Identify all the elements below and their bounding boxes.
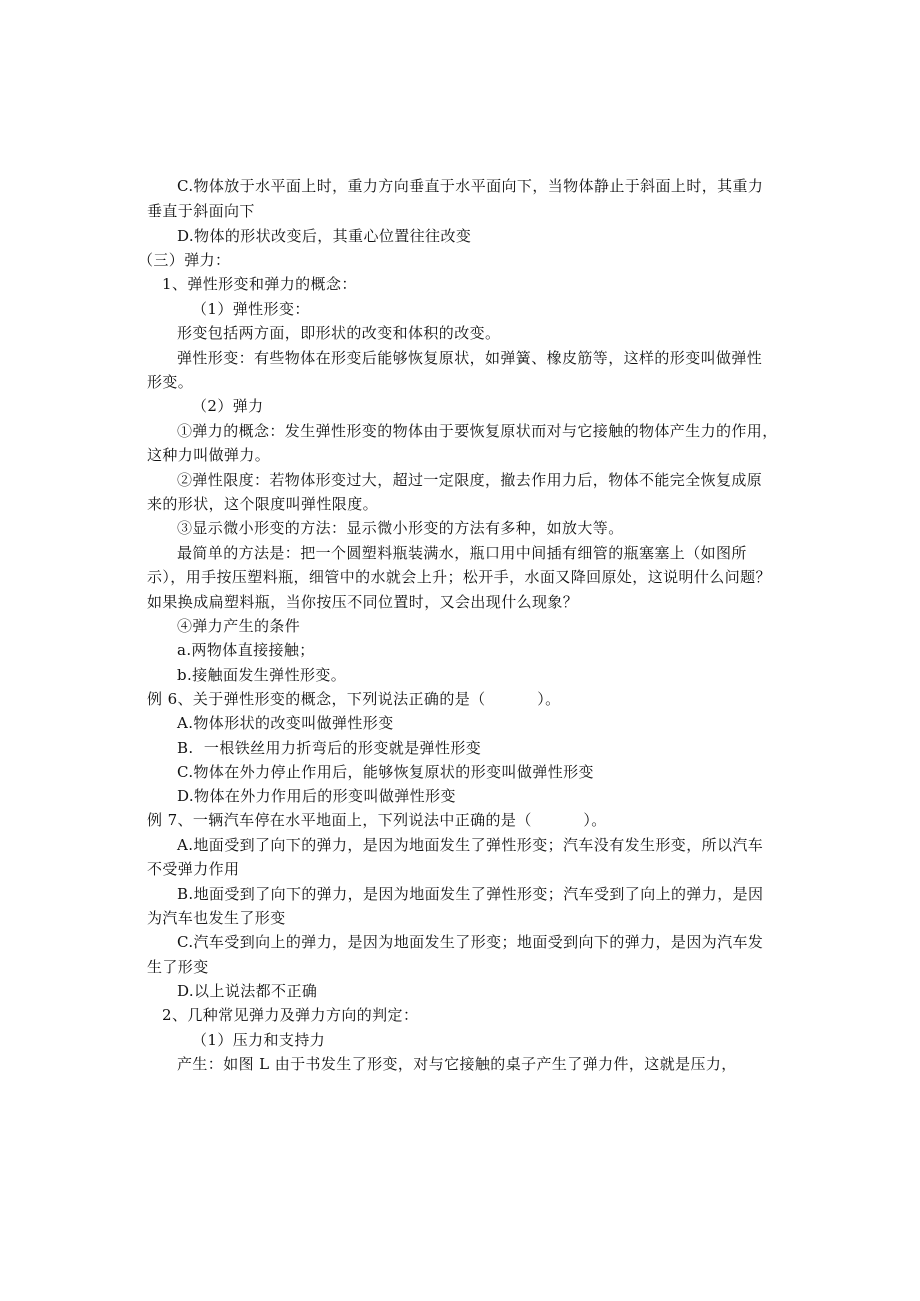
example-7-question: 例 7、一辆汽车停在水平地面上，下列说法中正确的是（ ）。 (147, 811, 607, 829)
option-d: D.物体的形状改变后，其重心位置往往改变 (177, 227, 472, 245)
example-6-option-b: B. 一根铁丝用力折弯后的形变就是弹性形变 (177, 739, 482, 757)
concept-1-line-2: 这种力叫做弹力。 (147, 446, 271, 464)
paragraph-elastic-line-2: 形变。 (147, 373, 194, 391)
subheading-elastic-deformation: （1）弹性形变： (192, 300, 310, 318)
condition-a: a.两物体直接接触； (177, 641, 315, 659)
example-7-option-b-line-1: B.地面受到了向下的弹力，是因为地面发生了弹性形变；汽车受到了向上的弹力，是因 (177, 885, 764, 903)
item-1-heading: 1、弹性形变和弹力的概念： (162, 275, 357, 293)
subheading-pressure-support: （1）压力和支持力 (192, 1031, 326, 1049)
concept-2-line-1: ②弹性限度：若物体形变过大，超过一定限度，撤去作用力后，物体不能完全恢复成原 (177, 471, 763, 489)
concept-2-line-2: 来的形状，这个限度叫弹性限度。 (147, 495, 379, 513)
paragraph-produce: 产生：如图 L 由于书发生了形变，对与它接触的桌子产生了弹力件，这就是压力， (177, 1055, 737, 1073)
paragraph-elastic-line-1: 弹性形变：有些物体在形变后能够恢复原状，如弹簧、橡皮筋等，这样的形变叫做弹性 (177, 349, 763, 367)
paragraph-deformation: 形变包括两方面，即形状的改变和体积的改变。 (177, 324, 501, 342)
item-2-heading: 2、几种常见弹力及弹力方向的判定： (162, 1006, 419, 1024)
example-7-option-a-line-1: A.地面受到了向下的弹力，是因为地面发生了弹性形变；汽车没有发生形变，所以汽车 (177, 836, 764, 854)
option-c-line-2: 垂直于斜面向下 (147, 202, 255, 220)
simple-method-line-2: 示），用手按压塑料瓶，细管中的水就会上升；松开手，水面又降回原处，这说明什么问题？ (147, 568, 771, 586)
example-6-option-a: A.物体形状的改变叫做弹性形变 (177, 714, 394, 732)
simple-method-line-3: 如果换成扁塑料瓶，当你按压不同位置时，又会出现什么现象？ (147, 593, 579, 611)
simple-method-line-1: 最简单的方法是：把一个圆塑料瓶装满水，瓶口用中间插有细管的瓶塞塞上（如图所 (177, 544, 747, 562)
example-6-option-c: C.物体在外力停止作用后，能够恢复原状的形变叫做弹性形变 (177, 763, 594, 781)
example-7-option-b-line-2: 为汽车也发生了形变 (147, 909, 286, 927)
example-7-option-a-line-2: 不受弹力作用 (147, 860, 240, 878)
example-7-option-c-line-2: 生了形变 (147, 958, 209, 976)
concept-4: ④弹力产生的条件 (177, 617, 301, 635)
example-6-option-d: D.物体在外力作用后的形变叫做弹性形变 (177, 787, 456, 805)
option-c-line-1: C.物体放于水平面上时，重力方向垂直于水平面向下，当物体静止于斜面上时，其重力 (177, 177, 764, 195)
example-7-option-c-line-1: C.汽车受到向上的弹力，是因为地面发生了形变；地面受到向下的弹力，是因为汽车发 (177, 933, 764, 951)
subheading-elastic-force: （2）弹力 (192, 397, 264, 415)
condition-b: b.接触面发生弹性形变。 (177, 666, 347, 684)
example-6-question: 例 6、关于弹性形变的概念，下列说法正确的是（ ）。 (147, 690, 561, 708)
concept-1-line-1: ①弹力的概念：发生弹性形变的物体由于要恢复原状而对与它接触的物体产生力的作用， (177, 422, 778, 440)
section-heading-elastic-force: （三）弹力： (138, 251, 231, 269)
concept-3: ③显示微小形变的方法：显示微小形变的方法有多种，如放大等。 (177, 519, 624, 537)
example-7-option-d: D.以上说法都不正确 (177, 982, 318, 1000)
